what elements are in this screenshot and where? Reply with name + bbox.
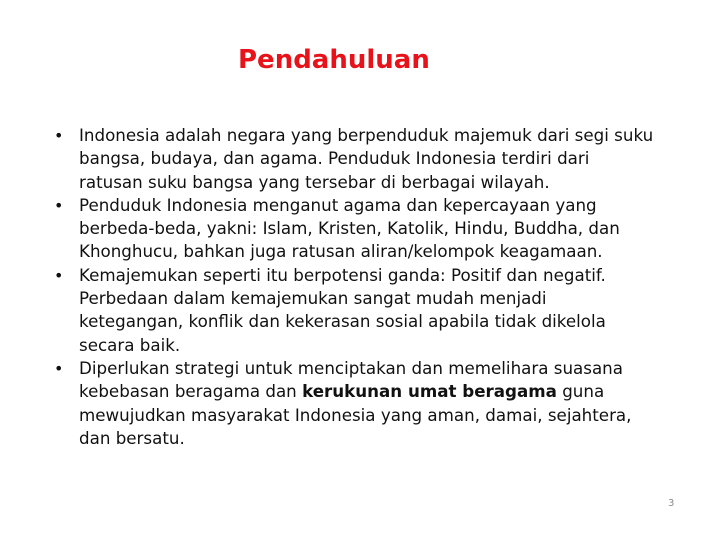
- bullet-item: [52, 124, 692, 194]
- bullet-text-run: kebebasan beragama dan: [79, 381, 303, 402]
- bullet-text-line: Khonghucu, bahkan juga ratusan aliran/kelompok keagamaan.: [79, 241, 603, 262]
- bullet-item: [52, 194, 692, 264]
- bullet-text-line: berbeda-beda, yakni: Islam, Kristen, Katolik, Hindu, Buddha, dan: [79, 218, 620, 239]
- bullet-text-line: bangsa, budaya, dan agama. Penduduk Indonesia terdiri dari: [79, 148, 590, 169]
- bullet-text-line: Kemajemukan seperti itu berpotensi ganda: Positif dan negatif.: [79, 264, 606, 285]
- page-number: 3: [668, 498, 675, 509]
- bullet-marker: •: [54, 126, 64, 145]
- bullet-text-line: dan bersatu.: [79, 427, 185, 448]
- bullet-text-line: ratusan suku bangsa yang tersebar di berbagai wilayah.: [79, 171, 550, 192]
- bullet-list: [52, 124, 692, 450]
- bullet-text-bold-run: kerukunan umat beragama: [302, 381, 557, 402]
- bullet-text-line: secara baik.: [79, 334, 181, 355]
- bullet-text-line: Diperlukan strategi untuk menciptakan dan memelihara suasana: [79, 357, 623, 378]
- slide-title: Pendahuluan: [238, 45, 430, 75]
- bullet-item: [52, 357, 692, 450]
- bullet-text-line: Indonesia adalah negara yang berpenduduk majemuk dari segi suku: [79, 125, 654, 145]
- bullet-marker: •: [54, 265, 64, 285]
- bullet-marker: •: [54, 358, 64, 378]
- bullet-text-line: Penduduk Indonesia menganut agama dan kepercayaan yang: [79, 194, 597, 215]
- bullet-text-line-mixed: [79, 380, 692, 403]
- bullet-text-line: mewujudkan masyarakat Indonesia yang aman, damai, sejahtera,: [79, 404, 632, 425]
- bullet-text-line: Perbedaan dalam kemajemukan sangat mudah menjadi: [79, 288, 547, 309]
- bullet-text-line: ketegangan, konflik dan kekerasan sosial apabila tidak dikelola: [79, 311, 606, 332]
- bullet-marker: •: [54, 195, 64, 215]
- bullet-text-run: guna: [556, 381, 605, 402]
- bullet-item: [52, 264, 692, 357]
